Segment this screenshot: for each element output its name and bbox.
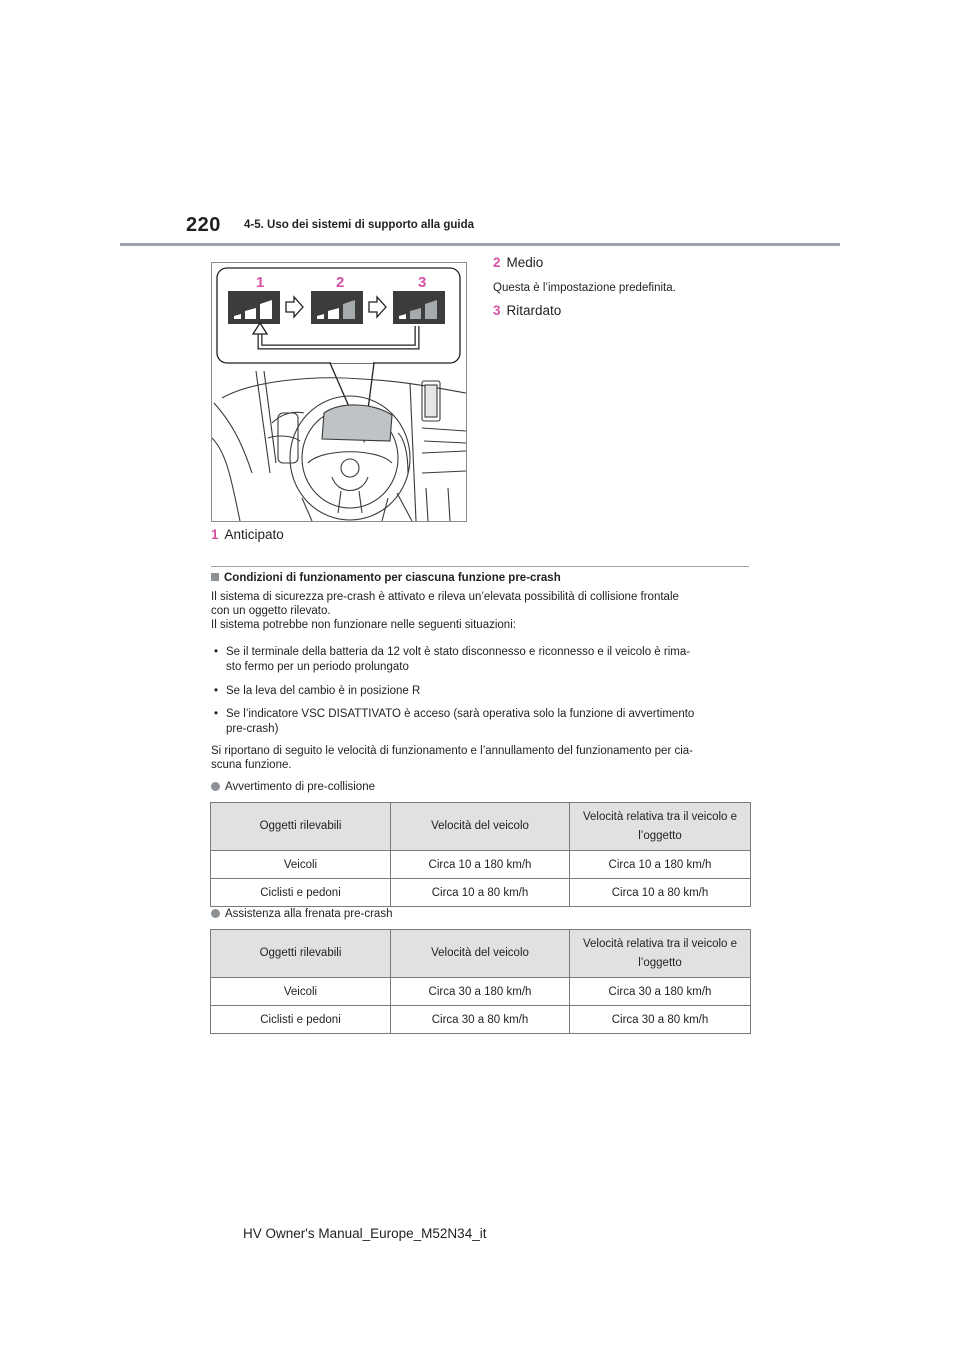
item-2-label: Medio — [506, 255, 544, 270]
list-item: • Se l’indicatore VSC DISATTIVATO è acceso (sarà operativa solo la funzione di avvertimento pre-crash) — [214, 708, 695, 735]
table-header: Oggetti rilevabili — [211, 803, 391, 851]
item-1-label: Anticipato — [224, 527, 284, 542]
pre-crash-brake-assist-table — [210, 929, 751, 1034]
table-header: Velocità relativa tra il veicolo e l’oggetto — [570, 930, 751, 978]
pre-collision-warning-table — [210, 802, 751, 907]
item-2-number: 2 — [493, 255, 501, 270]
step-label-2: 2 — [336, 274, 345, 291]
table-2-title: Assistenza alla frenata pre-crash — [211, 908, 392, 920]
table-row: Veicoli Circa 10 a 180 km/h Circa 10 a 180 km/h — [211, 851, 751, 879]
table-header: Oggetti rilevabili — [211, 930, 391, 978]
circle-bullet-icon — [211, 782, 220, 791]
table-header: Velocità relativa tra il veicolo e l’oggetto — [570, 803, 751, 851]
outro-line: Si riportano di seguito le velocità di funzionamento e l’annullamento del funzionamento per cia- — [211, 745, 694, 757]
intro-line: con un oggetto rilevato. — [211, 605, 331, 617]
header-rule — [120, 243, 840, 246]
section-title: 4-5. Uso dei sistemi di supporto alla guida — [244, 219, 475, 231]
list-item: • Se il terminale della batteria da 12 volt è stato disconnesso e riconnesso e il veicolo è rima- sto fermo per un periodo prolungato — [214, 646, 691, 673]
bullet-dot-icon: • — [214, 708, 219, 720]
table-header: Velocità del veicolo — [391, 930, 570, 978]
item-2-medium — [493, 255, 543, 270]
list-item: • Se la leva del cambio è in posizione R — [214, 685, 421, 697]
table-row: Ciclisti e pedoni Circa 10 a 80 km/h Circa 10 a 80 km/h — [211, 879, 751, 907]
timing-icon-late — [393, 291, 445, 324]
dashboard-line-art — [212, 371, 466, 521]
table-header: Velocità del veicolo — [391, 803, 570, 851]
step-label-1: 1 — [256, 274, 265, 291]
item-3-late — [493, 303, 561, 318]
square-bullet-icon — [211, 573, 219, 581]
page-number: 220 — [186, 214, 221, 236]
timing-icon-early — [228, 291, 280, 324]
timing-icon-medium — [311, 291, 363, 324]
table-row: Veicoli Circa 30 a 180 km/h Circa 30 a 180 km/h — [211, 978, 751, 1006]
intro-line: Il sistema potrebbe non funzionare nelle seguenti situazioni: — [211, 619, 516, 631]
section-heading-text: Condizioni di funzionamento per ciascuna funzione pre-crash — [224, 572, 561, 584]
dashboard-illustration — [212, 263, 466, 521]
intro-line: Il sistema di sicurezza pre-crash è attivato e rileva un’elevata possibilità di collisione frontale — [211, 591, 679, 603]
bullet-dot-icon: • — [214, 685, 219, 697]
outro-paragraph — [211, 744, 751, 772]
timing-illustration — [211, 262, 467, 522]
step-label-3: 3 — [418, 274, 427, 291]
item-2-note: Questa è l’impostazione predefinita. — [493, 282, 676, 294]
circle-bullet-icon — [211, 909, 220, 918]
bullet-dot-icon: • — [214, 646, 219, 658]
intro-paragraph — [211, 590, 751, 632]
item-1-early — [211, 527, 284, 542]
footer-manual-id: HV Owner's Manual_Europe_M52N34_it — [243, 1226, 487, 1241]
section-heading — [211, 572, 561, 584]
section-divider — [211, 566, 749, 567]
outro-line: scuna funzione. — [211, 759, 292, 771]
item-3-number: 3 — [493, 303, 501, 318]
item-1-number: 1 — [211, 527, 219, 542]
item-3-label: Ritardato — [506, 303, 562, 318]
table-1-title: Avvertimento di pre-collisione — [211, 781, 375, 793]
table-row: Ciclisti e pedoni Circa 30 a 80 km/h Circa 30 a 80 km/h — [211, 1006, 751, 1034]
